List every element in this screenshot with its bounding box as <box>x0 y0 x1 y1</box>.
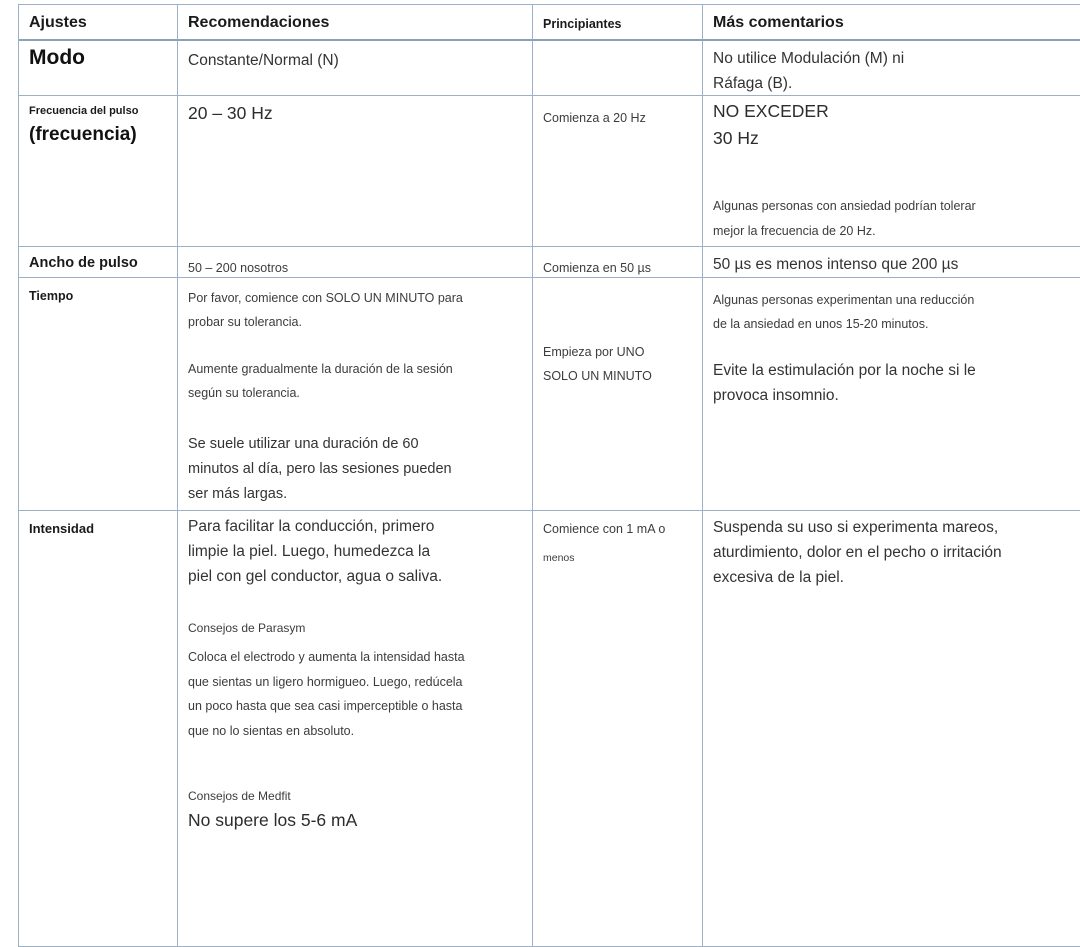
text-line: provoca insomnio. <box>713 386 839 404</box>
text-line: piel con gel conductor, agua o saliva. <box>188 567 443 585</box>
text-line: según su tolerancia. <box>188 386 300 401</box>
text-line: probar su tolerancia. <box>188 315 302 330</box>
text-line: Ráfaga (B). <box>713 74 793 92</box>
cell-modo-setting: Modo <box>19 41 178 96</box>
text-line: limpie la piel. Luego, humedezca la <box>188 542 431 560</box>
text-line: Por favor, comience con SOLO UN MINUTO para <box>188 291 463 305</box>
text-line: menos <box>543 552 575 565</box>
cell-intensidad-comentarios <box>703 511 1080 947</box>
header-recomendaciones: Recomendaciones <box>178 5 533 41</box>
cell-tiempo-recomendaciones <box>178 278 533 511</box>
cell-ancho-comentarios: 50 µs es menos intenso que 200 µs <box>703 247 1080 278</box>
cell-frecuencia-comentarios <box>703 96 1080 247</box>
text-line: excesiva de la piel. <box>713 568 844 586</box>
text-line: Frecuencia del pulso <box>29 105 139 117</box>
text-line: Algunas personas con ansiedad podrían tolerar <box>713 199 976 214</box>
cell-tiempo-principiantes <box>533 278 703 511</box>
text-line: 30 Hz <box>713 128 759 149</box>
text-line: mejor la frecuencia de 20 Hz. <box>713 223 876 238</box>
cell-ancho-recomendaciones: 50 – 200 nosotros <box>178 247 533 278</box>
text-line: Aumente gradualmente la duración de la sesión <box>188 361 453 376</box>
text-line: que sientas un ligero hormigueo. Luego, redúcela <box>188 674 463 689</box>
text-line: que no lo sientas en absoluto. <box>188 723 355 738</box>
cell-intensidad-setting: Intensidad <box>19 511 178 947</box>
text-line: Evite la estimulación por la noche si le <box>713 361 976 379</box>
text-line: No utilice Modulación (M) ni <box>713 50 905 67</box>
text-line: minutos al día, pero las sesiones pueden <box>188 460 452 477</box>
text-line: Empieza por UNO <box>543 345 645 359</box>
text-line: Coloca el electrodo y aumenta la intensidad hasta <box>188 650 465 665</box>
text-line: SOLO UN MINUTO <box>543 369 652 384</box>
header-mas-comentarios: Más comentarios <box>703 5 1080 41</box>
text-line: Suspenda su uso si experimenta mareos, <box>713 519 999 536</box>
header-principiantes: Principiantes <box>533 5 703 41</box>
text-line: aturdimiento, dolor en el pecho o irritación <box>713 543 1002 561</box>
text-line: de la ansiedad en unos 15-20 minutos. <box>713 317 929 332</box>
cell-modo-comentarios <box>703 41 1080 96</box>
cell-tiempo-setting: Tiempo <box>19 278 178 511</box>
text-line: (frecuencia) <box>29 124 137 145</box>
cell-tiempo-comentarios <box>703 278 1080 511</box>
text-line: Consejos de Medfit <box>188 788 291 803</box>
cell-ancho-setting: Ancho de pulso <box>19 247 178 278</box>
text-line: Para facilitar la conducción, primero <box>188 518 435 535</box>
text-line: No supere los 5-6 mA <box>188 809 358 830</box>
cell-frecuencia-setting <box>19 96 178 247</box>
header-ajustes: Ajustes <box>19 5 178 41</box>
text-line: Algunas personas experimentan una reducción <box>713 293 975 307</box>
text-line: Se suele utilizar una duración de 60 <box>188 435 419 452</box>
settings-table <box>18 4 1080 947</box>
text-line: ser más largas. <box>188 486 288 503</box>
cell-ancho-principiantes: Comienza en 50 µs <box>533 247 703 278</box>
cell-modo-recomendaciones: Constante/Normal (N) <box>178 41 533 96</box>
cell-intensidad-principiantes <box>533 511 703 947</box>
text-line: NO EXCEDER <box>713 101 829 121</box>
text-line: Consejos de Parasym <box>188 621 306 636</box>
cell-frecuencia-principiantes: Comienza a 20 Hz <box>533 96 703 247</box>
cell-frecuencia-recomendaciones: 20 – 30 Hz <box>178 96 533 247</box>
text-line: Comience con 1 mA o <box>543 522 666 536</box>
text-line: un poco hasta que sea casi imperceptible o hasta <box>188 699 463 714</box>
cell-intensidad-recomendaciones <box>178 511 533 947</box>
cell-modo-principiantes <box>533 41 703 96</box>
